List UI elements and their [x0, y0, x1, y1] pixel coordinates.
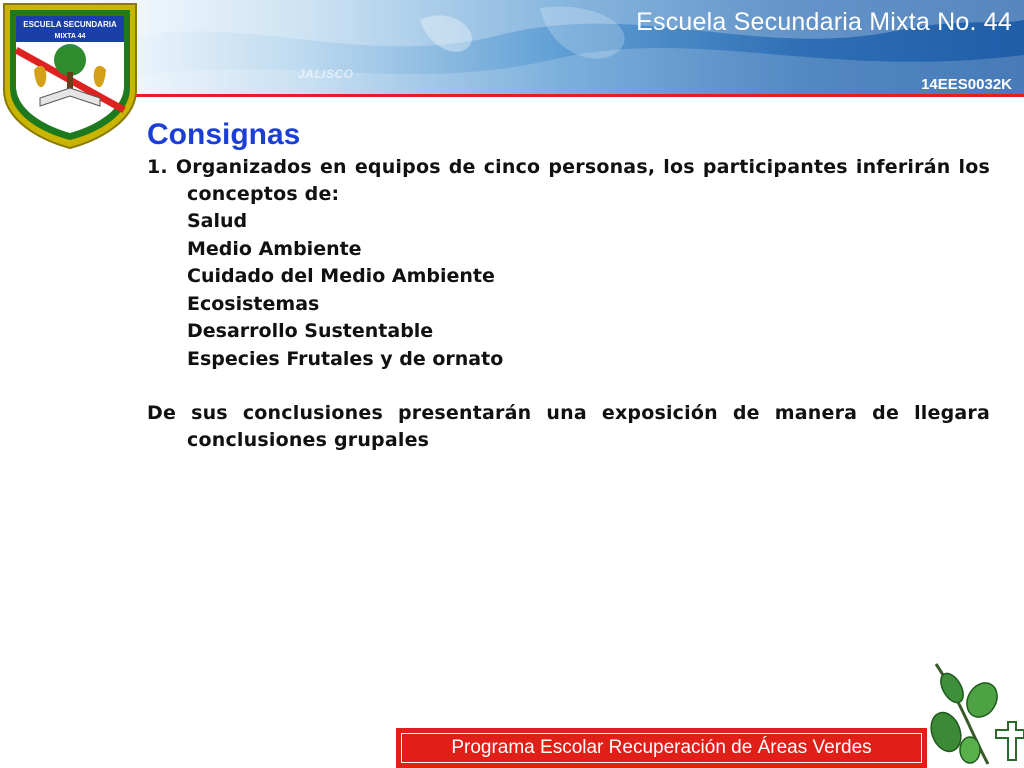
slide-title: Consignas	[147, 118, 301, 151]
program-banner-frame	[401, 733, 922, 763]
header-banner	[0, 0, 1024, 96]
instruction-paragraph: 1. Organizados en equipos de cinco personas, los participantes inferirán los conceptos de:	[147, 156, 990, 205]
list-item: Cuidado del Medio Ambiente	[187, 265, 495, 287]
program-name: Programa Escolar Recuperación de Áreas Verdes	[451, 737, 872, 758]
logo-text-line2: MIXTA 44	[54, 33, 86, 40]
list-item: Especies Frutales y de ornato	[187, 347, 504, 370]
list-item: Desarrollo Sustentable	[187, 320, 434, 342]
header-divider	[135, 94, 1024, 97]
program-banner	[396, 728, 927, 768]
concepts-list	[147, 208, 990, 373]
school-name: Escuela Secundaria Mixta No. 44	[636, 8, 1012, 36]
conclusion-paragraph: De sus conclusiones presentarán una exposición de manera de llegara conclusiones grupales	[147, 402, 990, 451]
leaf-cross-icon	[930, 660, 1024, 768]
school-code: 14EES0032K	[921, 76, 1012, 93]
list-item: Ecosistemas	[187, 292, 320, 315]
logo-text-line1: ESCUELA SECUNDARIA	[23, 20, 117, 29]
slide-content	[147, 118, 990, 454]
list-item: Salud	[187, 210, 248, 232]
list-item: Medio Ambiente	[187, 237, 362, 260]
school-shield-icon	[0, 0, 140, 150]
banner-watermark: JALISCO	[298, 67, 354, 81]
